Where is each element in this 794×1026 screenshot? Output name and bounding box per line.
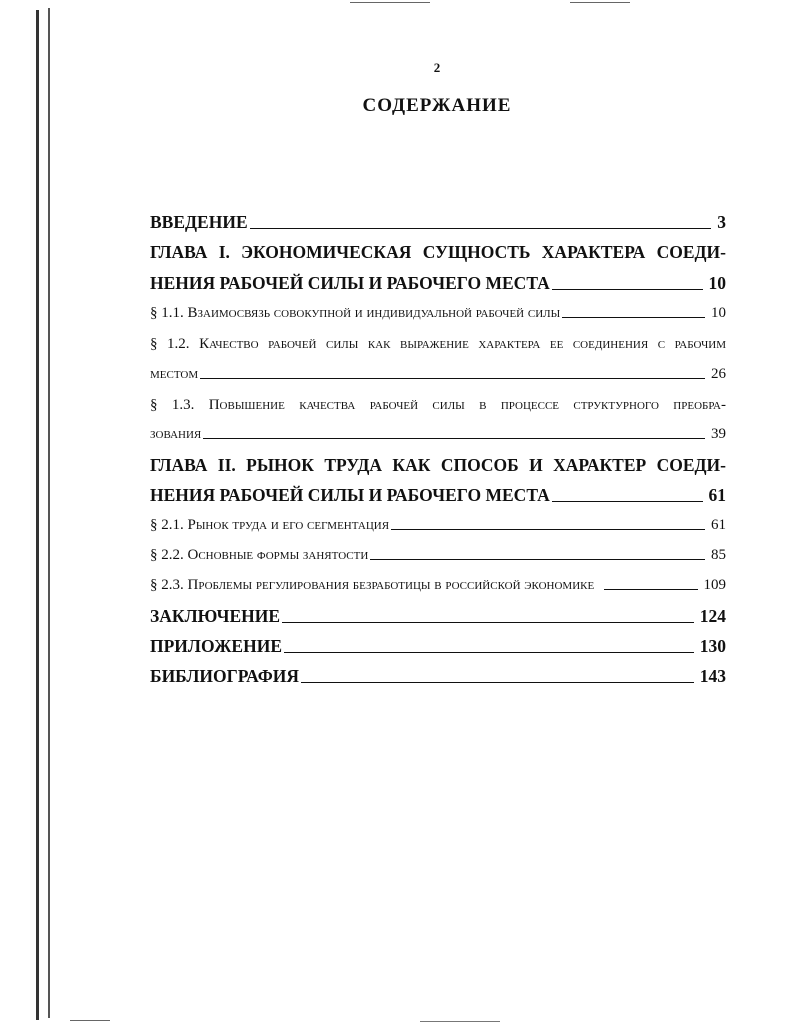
toc-s22-num: § 2.2.	[150, 547, 184, 563]
leader-line	[301, 681, 694, 683]
toc-s13-label: Повышение качества рабочей силы в процессе структурного преобра-	[208, 397, 726, 413]
toc-conclusion-label: ЗАКЛЮЧЕНИЕ	[150, 606, 281, 626]
scan-edge-bottom	[70, 1020, 110, 1021]
page-number: 2	[433, 60, 441, 75]
toc-s21[interactable]	[150, 517, 726, 534]
leader-line	[370, 558, 705, 560]
toc-s12-num: § 1.2.	[150, 336, 190, 352]
page-title: СОДЕРЖАНИЕ	[362, 95, 512, 116]
toc-s13[interactable]	[150, 426, 726, 443]
toc-s21-page: 61	[711, 517, 726, 533]
scan-edge-top	[350, 2, 430, 3]
leader-line	[552, 500, 703, 502]
scan-edge-top-2	[570, 2, 630, 3]
toc-ch1-line2: НЕНИЯ РАБОЧЕЙ СИЛЫ И РАБОЧЕГО МЕСТА	[150, 273, 550, 293]
toc-ch2-line1[interactable]: ГЛАВА II. РЫНОК ТРУДА КАК СПОСОБ И ХАРАКТЕР СОЕДИ-	[150, 455, 726, 475]
toc-s13-line2: зования	[150, 426, 202, 442]
toc-bibliography[interactable]	[150, 666, 726, 687]
toc-s11[interactable]	[150, 305, 726, 322]
leader-line	[250, 227, 712, 229]
scan-edge-left-2	[48, 8, 50, 1018]
leader-line	[203, 437, 705, 439]
toc-ch1-page: 10	[708, 273, 726, 293]
toc-s23-page: 109	[703, 577, 726, 593]
leader-line	[391, 528, 705, 530]
toc-s23[interactable]	[150, 577, 726, 594]
leader-line	[604, 588, 697, 590]
toc-s13-line1[interactable]	[150, 397, 726, 414]
toc-ch2[interactable]	[150, 485, 726, 506]
toc-s12-line1[interactable]	[150, 336, 726, 353]
toc-conclusion-page: 124	[699, 606, 726, 626]
toc-intro[interactable]	[150, 212, 726, 233]
toc-conclusion[interactable]	[150, 606, 726, 627]
toc-s12-page: 26	[711, 366, 726, 382]
toc-ch2-line2: НЕНИЯ РАБОЧЕЙ СИЛЫ И РАБОЧЕГО МЕСТА	[150, 485, 550, 505]
toc-s21-num: § 2.1.	[150, 517, 184, 533]
toc-ch1[interactable]	[150, 273, 726, 294]
leader-line	[562, 316, 705, 318]
toc-s12-label: Качество рабочей силы как выражение характера ее соединения с рабочим	[199, 336, 727, 352]
toc-s12[interactable]	[150, 366, 726, 383]
toc-bibliography-label: БИБЛИОГРАФИЯ	[150, 666, 299, 686]
toc-bibliography-page: 143	[699, 666, 726, 686]
toc-s23-num: § 2.3.	[150, 577, 184, 593]
toc-s22[interactable]	[150, 547, 726, 564]
toc-ch1-line1[interactable]: ГЛАВА I. ЭКОНОМИЧЕСКАЯ СУЩНОСТЬ ХАРАКТЕРА СОЕДИ-	[150, 242, 726, 262]
toc-s22-page: 85	[711, 547, 726, 563]
toc-s13-num: § 1.3.	[150, 397, 195, 413]
toc-s11-label: Взаимосвязь совокупной и индивидуальной рабочей силы	[187, 305, 561, 321]
toc-appendix[interactable]	[150, 636, 726, 657]
leader-line	[552, 288, 703, 290]
toc-s23-label: Проблемы регулирования безработицы в российской экономике	[187, 577, 595, 593]
scan-edge-left	[36, 10, 39, 1020]
toc-ch2-page: 61	[708, 485, 726, 505]
toc-s12-line2: местом	[150, 366, 199, 382]
toc-s11-num: § 1.1.	[150, 305, 184, 321]
toc-appendix-page: 130	[699, 636, 726, 656]
toc-intro-label: ВВЕДЕНИЕ	[150, 212, 248, 232]
toc-s13-page: 39	[711, 426, 726, 442]
leader-line	[200, 377, 705, 379]
toc-intro-page: 3	[717, 212, 726, 232]
leader-line	[282, 621, 694, 623]
scan-edge-bottom-2	[420, 1021, 500, 1022]
toc-s21-label: Рынок труда и его сегментация	[187, 517, 390, 533]
toc-s22-label: Основные формы занятости	[187, 547, 369, 563]
toc-appendix-label: ПРИЛОЖЕНИЕ	[150, 636, 283, 656]
leader-line	[284, 651, 694, 653]
toc-s11-page: 10	[711, 305, 726, 321]
